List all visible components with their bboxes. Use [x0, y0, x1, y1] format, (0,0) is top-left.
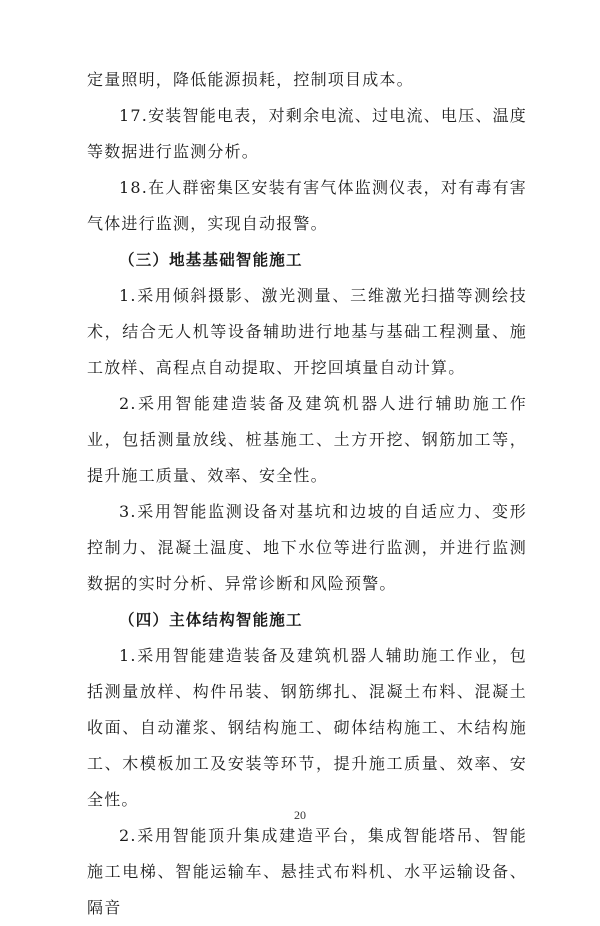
paragraph-item-17: 17.安装智能电表，对剩余电流、过电流、电压、温度等数据进行监测分析。 — [87, 106, 527, 161]
paragraph-structure-2: 2.采用智能顶升集成建造平台，集成智能塔吊、智能施工电梯、智能运输车、悬挂式布料机、水平运输设备、隔音 — [87, 826, 527, 917]
document-body — [87, 62, 527, 926]
paragraph-foundation-3: 3.采用智能监测设备对基坑和边坡的自适应力、变形控制力、混凝土温度、地下水位等进行监测，并进行监测数据的实时分析、异常诊断和风险预警。 — [87, 502, 527, 593]
paragraph-foundation-1: 1.采用倾斜摄影、激光测量、三维激光扫描等测绘技术，结合无人机等设备辅助进行地基与基础工程测量、施工放样、高程点自动提取、开挖回填量自动计算。 — [87, 286, 527, 377]
paragraph-structure-1: 1.采用智能建造装备及建筑机器人辅助施工作业，包括测量放样、构件吊装、钢筋绑扎、混凝土布料、混凝土收面、自动灌浆、钢结构施工、砌体结构施工、木结构施工、木模板加工及安装等环节，提升施工质量、效率、安全性。 — [87, 646, 527, 809]
paragraph-foundation-2: 2.采用智能建造装备及建筑机器人进行辅助施工作业，包括测量放线、桩基施工、土方开挖、钢筋加工等，提升施工质量、效率、安全性。 — [87, 394, 527, 485]
page-number: 20 — [294, 808, 306, 822]
paragraph-item-18: 18.在人群密集区安装有害气体监测仪表，对有毒有害气体进行监测，实现自动报警。 — [87, 178, 527, 233]
section-heading-3: （三）地基基础智能施工 — [119, 251, 303, 269]
section-heading-4: （四）主体结构智能施工 — [119, 611, 303, 629]
paragraph-continuation: 定量照明，降低能源损耗，控制项目成本。 — [87, 70, 414, 89]
